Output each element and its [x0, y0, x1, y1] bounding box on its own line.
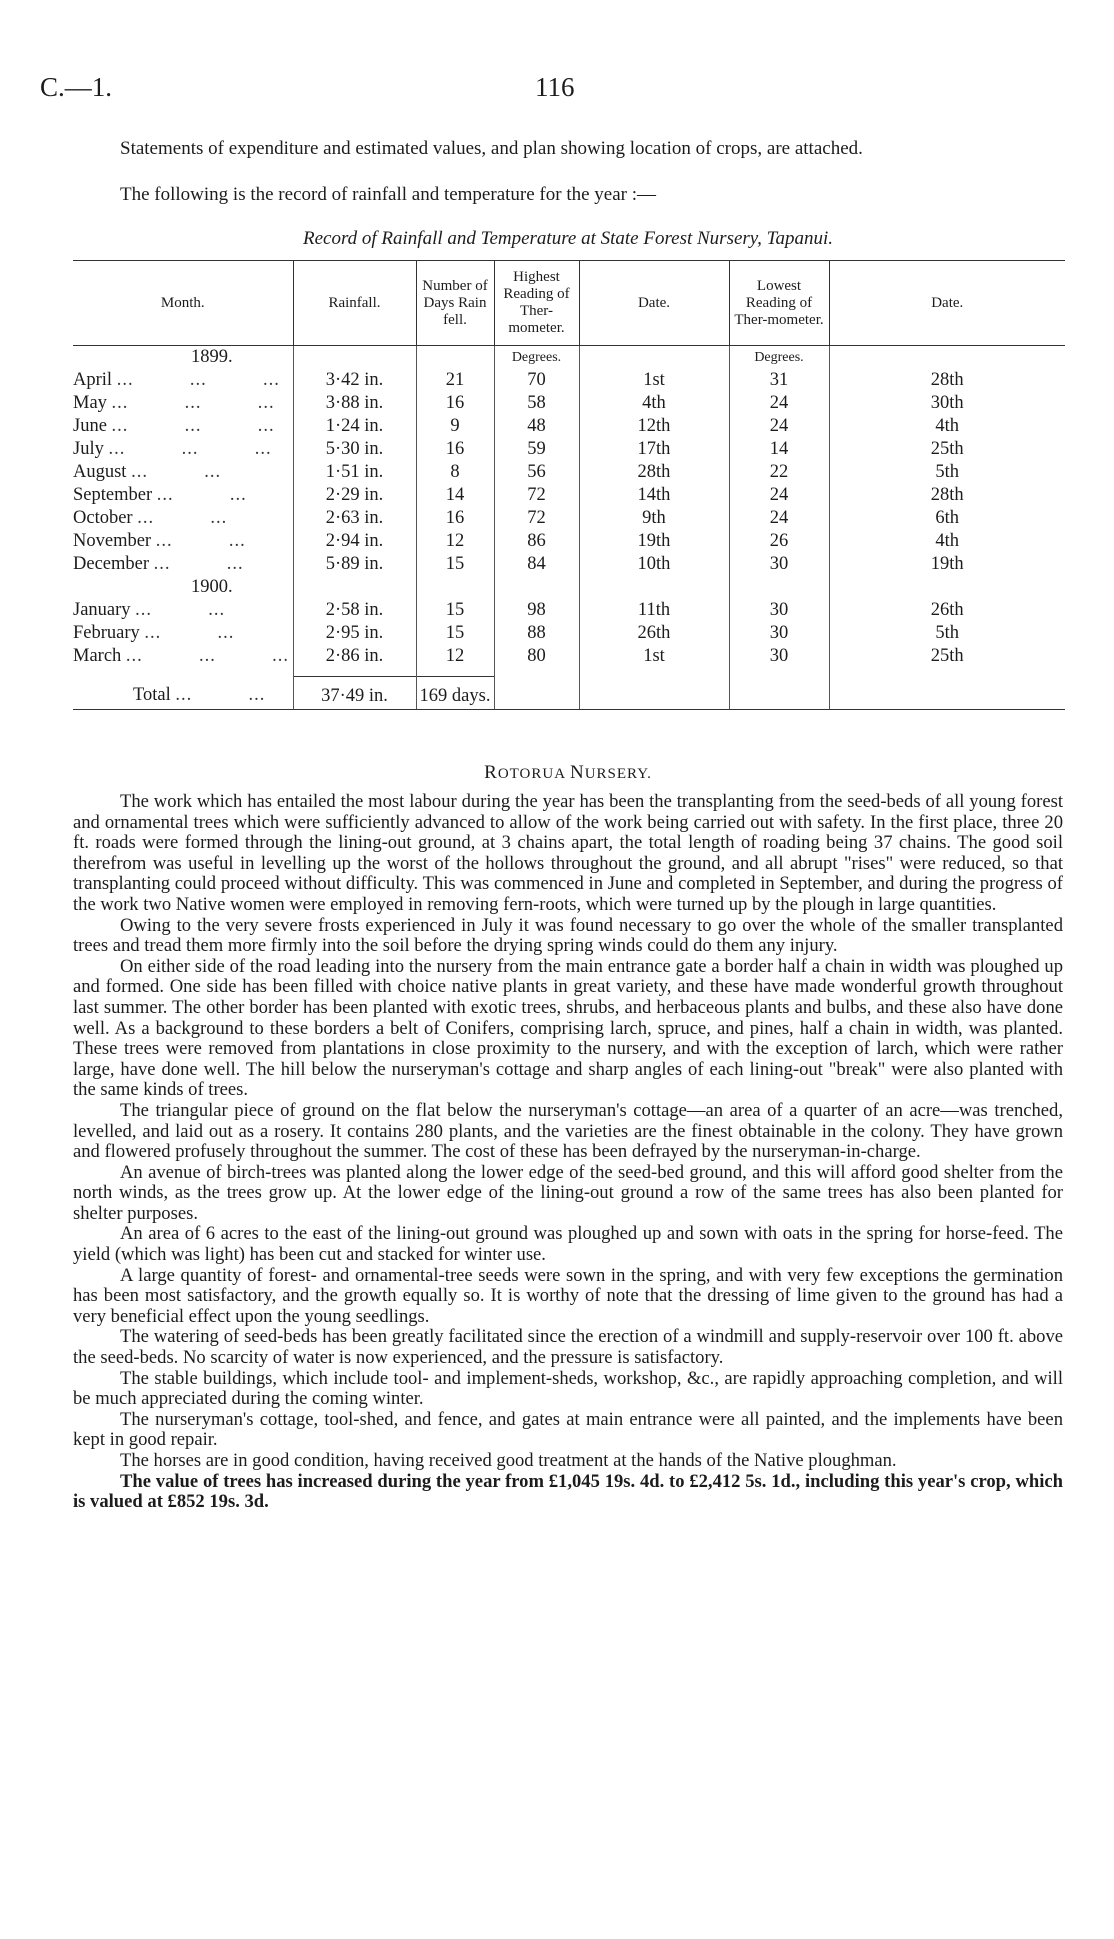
cell-low-date: 30th — [930, 393, 964, 413]
cell-month — [73, 438, 293, 461]
cell-month — [73, 484, 293, 507]
cell-lowest: 24 — [729, 484, 829, 507]
cell-lowest: 24 — [729, 507, 829, 530]
paragraph: Owing to the very severe frosts experienced in July it was found necessary to go over the whole of the smaller transplanted trees and tread them more firmly into the soil before the drying spring winds could do them any injury. — [73, 914, 1063, 957]
table-row — [73, 599, 1065, 622]
cell-lowest: 24 — [729, 415, 829, 438]
intro-following — [73, 184, 1063, 206]
leader-dots: ... ... ... — [108, 439, 272, 459]
cell-lowest: 30 — [729, 622, 829, 645]
total-rainfall: 37·49 in. — [293, 677, 416, 710]
month-name: February — [73, 623, 140, 643]
cell-rain-days: 8 — [416, 461, 494, 484]
month-name: May — [73, 393, 107, 413]
leader-dots: ... ... — [156, 485, 247, 505]
leader-dots: ... ... ... — [111, 416, 275, 436]
cell-low-date: 19th — [930, 554, 964, 574]
leader-dots: ... ... ... — [116, 370, 280, 390]
cell-low-date: 5th — [935, 623, 960, 643]
cell-high-date: 17th — [579, 438, 729, 461]
cell-month — [73, 622, 293, 645]
leader-dots: ... ... — [155, 531, 246, 551]
header-lowest-reading: Lowest Reading of Ther-mometer. — [729, 261, 829, 346]
cell-high-date: 11th — [579, 599, 729, 622]
cell-rainfall: 2·94 in. — [293, 530, 416, 553]
cell-low-date: 28th — [930, 485, 964, 505]
cell-highest: 84 — [494, 553, 579, 576]
paragraph: The nurseryman's cottage, tool-shed, and fence, and gates at main entrance were all painted, and the implements have been kept in good repair. — [73, 1408, 1063, 1451]
cell-month — [73, 369, 293, 392]
cell-highest: 98 — [494, 599, 579, 622]
rainfall-table — [73, 260, 1065, 710]
leader-dots: ... ... — [175, 685, 266, 706]
cell-lowest: 24 — [729, 392, 829, 415]
cell-lowest: 30 — [729, 553, 829, 576]
cell-rainfall: 5·89 in. — [293, 553, 416, 576]
leader-dots: ... ... ... — [125, 646, 290, 666]
cell-low-date: 25th — [930, 439, 964, 459]
cell-high-date: 12th — [579, 415, 729, 438]
month-name: October — [73, 508, 133, 528]
leader-dots: ... ... — [131, 462, 222, 482]
leader-dots: ... ... — [144, 623, 235, 643]
table-row — [73, 415, 1065, 438]
cell-lowest: 14 — [729, 438, 829, 461]
cell-low-date: 4th — [935, 416, 960, 436]
total-label: Total ... ... — [73, 677, 293, 710]
intro-paragraph-2: The following is the record of rainfall and temperature for the year :— — [120, 184, 657, 205]
cell-rain-days: 15 — [416, 599, 494, 622]
table-row — [73, 507, 1065, 530]
table-row — [73, 622, 1065, 645]
paragraph: The work which has entailed the most labour during the year has been the transplanting from the seed-beds of all young forest and ornamental trees which were sufficiently advanced to allow of the work being carried out with safety. In the first place, three 20 ft. roads were formed through the lining-out ground, at 3 chains apart, the total length of roading being 37 chains. The good soil therefrom was useful in levelling up the worst of the hollows throughout the ground, and all abrupt "rises" were reduced, so that transplanting could proceed without difficulty. This was commenced in June and completed in September, and during the progress of the work two Native women were employed in removing fern-roots, which were turned up by the plough in large quantities. — [73, 791, 1063, 915]
cell-month — [73, 530, 293, 553]
cell-rain-days: 14 — [416, 484, 494, 507]
cell-rain-days: 15 — [416, 553, 494, 576]
header-date-high: Date. — [579, 261, 729, 346]
cell-low-date: 26th — [930, 600, 964, 620]
cell-low-date: 28th — [930, 370, 964, 390]
cell-high-date: 26th — [579, 622, 729, 645]
cell-highest: 72 — [494, 507, 579, 530]
page-number: 116 — [535, 72, 575, 102]
cell-low-date: 4th — [935, 531, 960, 551]
cell-highest: 88 — [494, 622, 579, 645]
cell-rain-days: 9 — [416, 415, 494, 438]
cell-month — [73, 392, 293, 415]
cell-highest: 56 — [494, 461, 579, 484]
cell-highest: 72 — [494, 484, 579, 507]
cell-highest: 59 — [494, 438, 579, 461]
cell-lowest: 26 — [729, 530, 829, 553]
paragraph: The watering of seed-beds has been greatly facilitated since the erection of a windmill and supply-reservoir over 100 ft. above the seed-beds. No scarcity of water is now experienced, and the pressure is satisfactory. — [73, 1326, 1063, 1369]
table-row — [73, 645, 1065, 668]
cell-rain-days: 21 — [416, 369, 494, 392]
cell-lowest: 22 — [729, 461, 829, 484]
cell-high-date: 9th — [579, 507, 729, 530]
cell-highest: 48 — [494, 415, 579, 438]
year-row-1900 — [73, 576, 1065, 599]
cell-rain-days: 16 — [416, 438, 494, 461]
paragraph: A large quantity of forest- and ornamental-tree seeds were sown in the spring, and with very few exceptions the germination has been most satisfactory, and the growth equally so. It is worthy of note that the dressing of lime given to the ground has had a very beneficial effect upon the young seedlings. — [73, 1264, 1063, 1327]
table-row — [73, 553, 1065, 576]
cell-rain-days: 12 — [416, 645, 494, 668]
month-name: July — [73, 439, 104, 459]
cell-lowest: 30 — [729, 645, 829, 668]
table-row — [73, 530, 1065, 553]
cell-highest: 86 — [494, 530, 579, 553]
cell-rainfall: 2·63 in. — [293, 507, 416, 530]
month-name: March — [73, 646, 122, 666]
unit-degrees-high: Degrees. — [494, 346, 579, 370]
intro-statements — [73, 138, 1063, 160]
year-row-1899 — [73, 346, 1065, 370]
year-label: 1899. — [73, 346, 293, 370]
cell-low-date: 6th — [935, 508, 960, 528]
leader-dots: ... ... — [135, 600, 226, 620]
table-row — [73, 369, 1065, 392]
cell-month — [73, 645, 293, 668]
cell-rainfall: 2·29 in. — [293, 484, 416, 507]
cell-month — [73, 553, 293, 576]
table-header-row — [73, 261, 1065, 346]
month-name: April — [73, 370, 113, 390]
cell-rainfall: 2·58 in. — [293, 599, 416, 622]
cell-lowest: 30 — [729, 599, 829, 622]
cell-low-date: 5th — [935, 462, 960, 482]
table-row — [73, 484, 1065, 507]
total-row — [73, 677, 1065, 710]
cell-high-date: 4th — [579, 392, 729, 415]
table-row — [73, 392, 1065, 415]
cell-rain-days: 15 — [416, 622, 494, 645]
paragraph: On either side of the road leading into the nursery from the main entrance gate a border half a chain in width was ploughed up and formed. One side has been filled with choice native plants in great variety, and these have made wonderful growth throughout last summer. The other border has been planted with exotic trees, shrubs, and herbaceous plants and bulbs, and these also have done well. As a background to these borders a belt of Conifers, comprising larch, spruce, and pines, half a chain in width, was planted. These trees were removed from plantations in close proximity to the nursery, and with the exception of larch, which were rather large, have done well. The hill below the nurseryman's cottage and sharp angles of each lining-out "break" were also planted with the same kinds of trees. — [73, 955, 1063, 1101]
cell-rainfall: 2·95 in. — [293, 622, 416, 645]
year-label: 1900. — [73, 576, 293, 599]
month-name: December — [73, 554, 150, 574]
paragraph-value-of-trees: The value of trees has increased during the year from £1,045 19s. 4d. to £2,412 5s. 1d., including this year's crop, which is valued at £852 19s. 3d. — [73, 1470, 1063, 1513]
cell-high-date: 1st — [579, 369, 729, 392]
table-row — [73, 438, 1065, 461]
cell-high-date: 28th — [579, 461, 729, 484]
paragraph: The horses are in good condition, having received good treatment at the hands of the Native ploughman. — [120, 1450, 897, 1471]
report-reference: C.—1. — [40, 72, 113, 102]
table-caption: Record of Rainfall and Temperature at State Forest Nursery, Tapanui. — [302, 228, 834, 249]
intro-paragraph-1: Statements of expenditure and estimated values, and plan showing location of crops, are attached. — [120, 138, 863, 159]
cell-rainfall: 5·30 in. — [293, 438, 416, 461]
body-text — [73, 792, 1063, 1513]
cell-rainfall: 3·88 in. — [293, 392, 416, 415]
leader-dots: ... ... — [137, 508, 228, 528]
paragraph: The stable buildings, which include tool- and implement-sheds, workshop, &c., are rapidly approaching completion, and will be much appreciated during the coming winter. — [73, 1367, 1063, 1410]
cell-low-date: 25th — [930, 646, 964, 666]
month-name: September — [73, 485, 153, 505]
leader-dots: ... ... ... — [111, 393, 275, 413]
paragraph: An avenue of birch-trees was planted along the lower edge of the seed-bed ground, and this will afford good shelter from the north winds, as the trees grow up. At the lower edge of the lining-out ground a row of the same trees has also been planted for shelter purposes. — [73, 1161, 1063, 1224]
cell-highest: 58 — [494, 392, 579, 415]
cell-rain-days: 16 — [416, 507, 494, 530]
table-row — [73, 461, 1065, 484]
section-heading: ROTORUA NURSERY. — [484, 762, 652, 783]
header-date-low: Date. — [829, 261, 1065, 346]
cell-month — [73, 415, 293, 438]
cell-rain-days: 12 — [416, 530, 494, 553]
header-rain-days: Number of Days Rain fell. — [416, 261, 494, 346]
cell-high-date: 14th — [579, 484, 729, 507]
cell-highest: 80 — [494, 645, 579, 668]
cell-rainfall: 1·51 in. — [293, 461, 416, 484]
header-rainfall: Rainfall. — [293, 261, 416, 346]
cell-high-date: 19th — [579, 530, 729, 553]
cell-rain-days: 16 — [416, 392, 494, 415]
cell-lowest: 31 — [729, 369, 829, 392]
leader-dots: ... ... — [153, 554, 244, 574]
total-rain-days: 169 days. — [416, 677, 494, 710]
header-highest-reading: Highest Reading of Ther-mometer. — [494, 261, 579, 346]
month-name: November — [73, 531, 152, 551]
cell-rainfall: 1·24 in. — [293, 415, 416, 438]
header-month: Month. — [73, 261, 293, 346]
cell-rainfall: 2·86 in. — [293, 645, 416, 668]
cell-high-date: 1st — [579, 645, 729, 668]
paragraph: The triangular piece of ground on the flat below the nurseryman's cottage—an area of a quarter of an acre—was trenched, levelled, and laid out as a rosery. It contains 280 plants, and the varieties are the finest obtainable in the colony. They have grown and flowered profusely throughout the summer. The cost of these has been defrayed by the nurseryman-in-charge. — [73, 1099, 1063, 1163]
cell-month — [73, 599, 293, 622]
cell-highest: 70 — [494, 369, 579, 392]
cell-rainfall: 3·42 in. — [293, 369, 416, 392]
month-name: June — [73, 416, 107, 436]
cell-high-date: 10th — [579, 553, 729, 576]
paragraph: An area of 6 acres to the east of the lining-out ground was ploughed up and sown with oats in the spring for horse-feed. The yield (which was light) has been cut and stacked for winter use. — [73, 1223, 1063, 1266]
month-name: August — [73, 462, 127, 482]
cell-month — [73, 507, 293, 530]
month-name: January — [73, 600, 131, 620]
unit-degrees-low: Degrees. — [729, 346, 829, 370]
cell-month — [73, 461, 293, 484]
